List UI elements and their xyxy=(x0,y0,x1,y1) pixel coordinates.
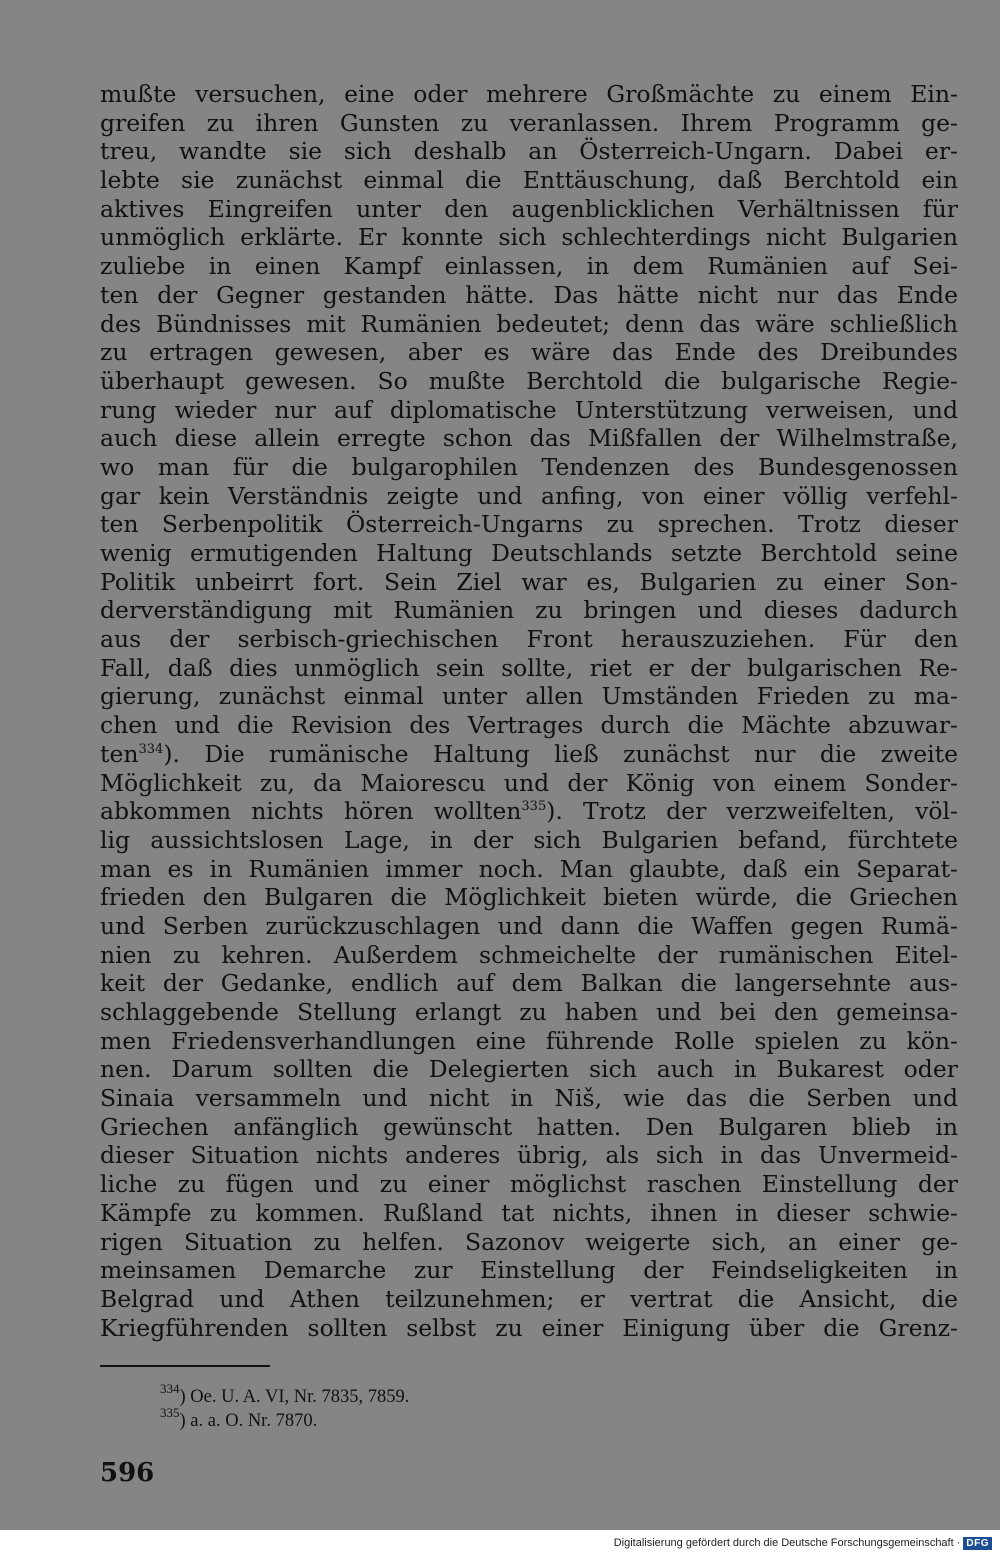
footnote-ref-335[interactable]: 335 xyxy=(521,799,547,815)
text-line: lebte sie zunächst einmal die Enttäuschung, daß Berchtold ein xyxy=(100,166,958,195)
text-line: auch diese allein erregte schon das Mißfallen der Wilhelmstraße, xyxy=(100,424,958,453)
text-line: men Friedensverhandlungen eine führende Rolle spielen zu kön- xyxy=(100,1026,958,1055)
text-line: nien zu kehren. Außerdem schmeichelte der rumänischen Eitel- xyxy=(100,940,958,969)
text-fragment: ). Trotz der verzweifelten, völ- xyxy=(546,797,958,826)
text-line: mußte versuchen, eine oder mehrere Großmächte zu einem Ein- xyxy=(100,80,958,108)
footnote-mark: 335 xyxy=(160,1405,180,1420)
text-line: rigen Situation zu helfen. Sazonov weigerte sich, an einer ge- xyxy=(100,1227,958,1256)
text-line: Politik unbeirrt fort. Sein Ziel war es, Bulgarien zu einer Son- xyxy=(100,567,958,596)
text-line: unmöglich erklärte. Er konnte sich schlechterdings nicht Bulgarien xyxy=(100,223,958,252)
text-line: Fall, daß dies unmöglich sein sollte, riet er der bulgarischen Re- xyxy=(100,653,958,682)
text-line: zuliebe in einen Kampf einlassen, in dem Rumänien auf Sei- xyxy=(100,252,958,281)
text-line: überhaupt gewesen. So mußte Berchtold die bulgarische Regie- xyxy=(100,366,958,395)
text-line: Sinaia versammeln und nicht in Niš, wie das die Serben und xyxy=(100,1084,958,1113)
text-line: man es in Rumänien immer noch. Man glaubte, daß ein Separat- xyxy=(100,854,958,883)
page-number: 596 xyxy=(100,1458,155,1488)
text-line: keit der Gedanke, endlich auf dem Balkan die langersehnte aus- xyxy=(100,969,958,998)
footnote-text: ) a. a. O. Nr. 7870. xyxy=(179,1411,318,1431)
text-fragment: ). Die rumänische Haltung ließ zunächst nur die zweite xyxy=(163,739,958,768)
text-line: chen und die Revision des Vertrages durch die Mächte abzuwar- xyxy=(100,711,958,740)
text-line: gar kein Verständnis zeigte und anfing, von einer völlig verfehl- xyxy=(100,481,958,510)
text-line: dieser Situation nichts anderes übrig, als sich in das Unvermeid- xyxy=(100,1141,958,1170)
footnote-334 xyxy=(160,1381,410,1409)
footnote-335 xyxy=(160,1405,318,1433)
text-line: Belgrad und Athen teilzunehmen; er vertrat die Ansicht, die xyxy=(100,1284,958,1313)
text-line: greifen zu ihren Gunsten zu veranlassen. Ihrem Programm ge- xyxy=(100,108,958,137)
text-line: wo man für die bulgarophilen Tendenzen des Bundesgenossen xyxy=(100,452,958,481)
text-line: aus der serbisch-griechischen Front herauszuziehen. Für den xyxy=(100,625,958,654)
text-line: Griechen anfänglich gewünscht hatten. Den Bulgaren blieb in xyxy=(100,1112,958,1141)
text-line: schlaggebende Stellung erlangt zu haben und bei den gemeinsa- xyxy=(100,998,958,1026)
text-line: und Serben zurückzuschlagen und dann die Waffen gegen Rumä- xyxy=(100,911,958,940)
text-line: Kämpfe zu kommen. Rußland tat nichts, ihnen in dieser schwie- xyxy=(100,1198,958,1227)
text-line-with-footnote-ref xyxy=(100,797,958,826)
text-line: aktives Eingreifen unter den augenblicklichen Verhältnissen für xyxy=(100,194,958,223)
footnote-text: ) Oe. U. A. VI, Nr. 7835, 7859. xyxy=(179,1387,410,1407)
text-line: wenig ermutigenden Haltung Deutschlands setzte Berchtold seine xyxy=(100,539,958,567)
credit-text: Digitalisierung gefördert durch die Deutsche Forschungsgemeinschaft · xyxy=(613,1537,961,1549)
text-line: zu ertragen gewesen, aber es wäre das Ende des Dreibundes xyxy=(100,338,958,367)
text-fragment: abkommen nichts hören wollten xyxy=(100,797,522,826)
footnote-separator xyxy=(100,1365,270,1367)
text-line: rung wieder nur auf diplomatische Unterstützung verweisen, und xyxy=(100,395,958,424)
text-line: frieden den Bulgaren die Möglichkeit bieten würde, die Griechen xyxy=(100,883,958,912)
text-fragment: ten xyxy=(100,739,139,768)
dfg-logo-icon: DFG xyxy=(963,1537,992,1550)
text-line: des Bündnisses mit Rumänien bedeutet; denn das wäre schließlich xyxy=(100,309,958,338)
text-line-with-footnote-ref xyxy=(100,740,958,769)
footnote-ref-334[interactable]: 334 xyxy=(138,741,164,757)
text-line: Kriegführenden sollten selbst zu einer Einigung über die Grenz- xyxy=(100,1313,958,1342)
text-line: treu, wandte sie sich deshalb an Österreich-Ungarn. Dabei er- xyxy=(100,137,958,166)
text-line: lig aussichtslosen Lage, in der sich Bulgarien befand, fürchtete xyxy=(100,825,958,854)
text-line: Möglichkeit zu, da Maiorescu und der König von einem Sonder- xyxy=(100,768,958,797)
digitization-credit xyxy=(614,1533,992,1553)
body-text xyxy=(100,80,958,1342)
text-line: ten der Gegner gestanden hätte. Das hätte nicht nur das Ende xyxy=(100,280,958,309)
text-line: meinsamen Demarche zur Einstellung der Feindseligkeiten in xyxy=(100,1256,958,1285)
text-line: liche zu fügen und zu einer möglichst raschen Einstellung der xyxy=(100,1170,958,1199)
text-line: derverständigung mit Rumänien zu bringen und dieses dadurch xyxy=(100,596,958,625)
text-line: ten Serbenpolitik Österreich-Ungarns zu sprechen. Trotz dieser xyxy=(100,510,958,539)
footnote-mark: 334 xyxy=(160,1381,180,1396)
text-line: nen. Darum sollten die Delegierten sich auch in Bukarest oder xyxy=(100,1055,958,1084)
text-line: gierung, zunächst einmal unter allen Umständen Frieden zu ma- xyxy=(100,682,958,711)
